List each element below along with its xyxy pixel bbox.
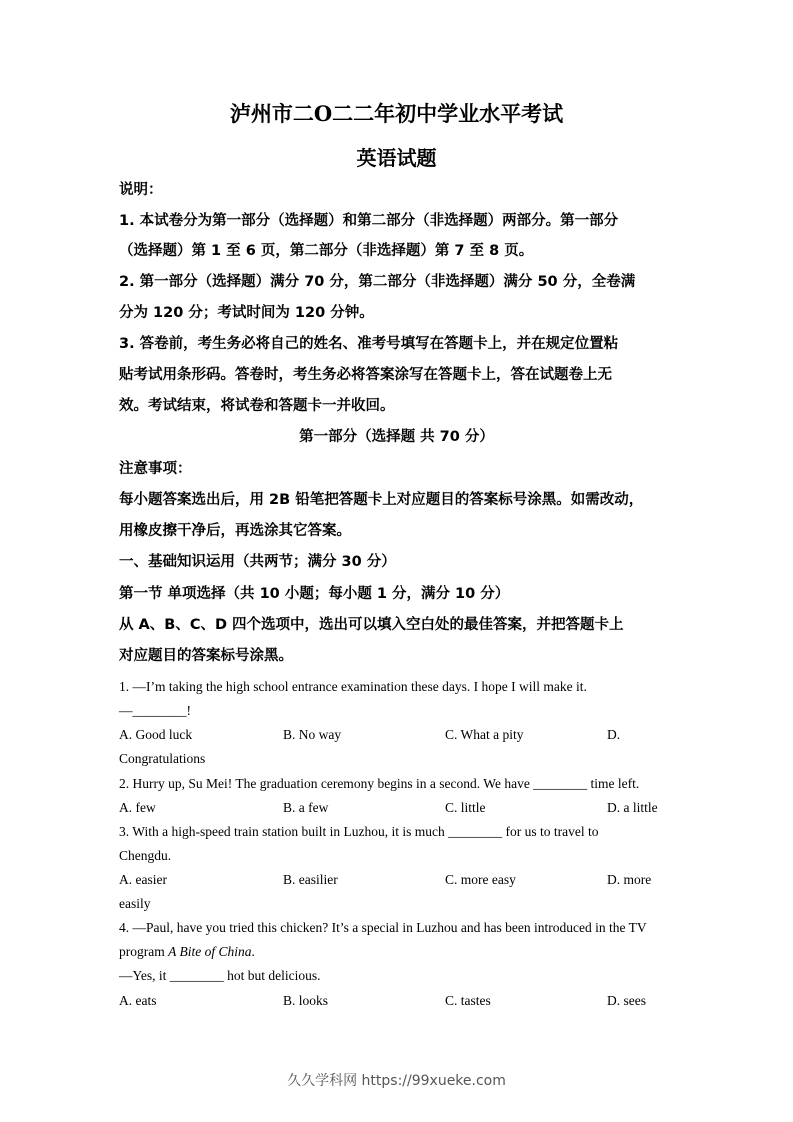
instruction-line-4: 分为 120 分；考试时间为 120 分钟。	[119, 305, 374, 321]
question-3-option-d-text: easily	[119, 896, 151, 911]
notice-label: 注意事项：	[119, 461, 192, 477]
question-4-reply: —Yes, it ________ hot but delicious.	[119, 968, 321, 983]
question-1-text: 1. —I’m taking the high school entrance examination these days. I hope I will make it.	[119, 679, 587, 694]
question-2-text: 2. Hurry up, Su Mei! The graduation ceremony begins in a second. We have ________ time left.	[119, 776, 640, 791]
instruction-line-5: 3. 答卷前，考生务必将自己的姓名、准考号填写在答题卡上，并在规定位置粘	[119, 336, 619, 352]
direction-line-2: 对应题目的答案标号涂黑。	[119, 648, 293, 664]
instruction-line-1: 1. 本试卷分为第一部分（选择题）和第二部分（非选择题）两部分。第一部分	[119, 213, 619, 229]
question-1-option-d: D.	[607, 727, 621, 742]
footer-watermark: 久久学科网 https://99xueke.com	[287, 1073, 506, 1089]
question-1-option-b: B. No way	[283, 727, 342, 742]
question-2-option-c: C. little	[445, 800, 486, 815]
question-4-text-cont	[119, 944, 255, 960]
section-1-heading: 一、基础知识运用（共两节；满分 30 分）	[119, 554, 396, 570]
question-4-program-title: A Bite of China	[168, 944, 252, 959]
instruction-line-2: （选择题）第 1 至 6 页，第二部分（非选择题）第 7 至 8 页。	[119, 243, 534, 259]
question-4-option-a: A. eats	[119, 993, 157, 1008]
subsection-1-heading: 第一节 单项选择（共 10 小题；每小题 1 分，满分 10 分）	[119, 586, 510, 602]
question-3-text: 3. With a high-speed train station built in Luzhou, it is much ________ for us to travel to	[119, 824, 599, 839]
instruction-line-7: 效。考试结束，将试卷和答题卡一并收回。	[119, 398, 395, 414]
question-2-option-b: B. a few	[283, 800, 329, 815]
question-4-program-prefix: program	[119, 944, 169, 959]
question-4-option-d: D. sees	[607, 993, 646, 1008]
question-2-option-a: A. few	[119, 800, 156, 815]
part1-heading: 第一部分（选择题 共 70 分）	[299, 429, 494, 445]
question-2-option-d: D. a little	[607, 800, 658, 815]
question-3-text-cont: Chengdu.	[119, 848, 172, 863]
direction-line-1: 从 A、B、C、D 四个选项中，选出可以填入空白处的最佳答案，并把答题卡上	[119, 617, 624, 633]
question-1-option-d-text: Congratulations	[119, 751, 206, 766]
page-title: 泸州市二O二二年初中学业水平考试	[229, 101, 564, 126]
question-3-option-c: C. more easy	[445, 872, 516, 887]
page-subtitle: 英语试题	[356, 146, 437, 170]
question-4-text: 4. —Paul, have you tried this chicken? It’s a special in Luzhou and has been introduced in the TV	[119, 920, 647, 935]
instruction-line-6: 贴考试用条形码。答卷时，考生务必将答案涂写在答题卡上，答在试题卷上无	[119, 367, 612, 383]
question-4-option-b: B. looks	[283, 993, 329, 1008]
notice-line-2: 用橡皮擦干净后，再选涂其它答案。	[119, 523, 351, 539]
question-1-blank: —________!	[119, 703, 191, 718]
question-3-option-a: A. easier	[119, 872, 167, 887]
question-4-option-c: C. tastes	[445, 993, 491, 1008]
question-1-option-a: A. Good luck	[119, 727, 193, 742]
question-3-option-b: B. easilier	[283, 872, 338, 887]
question-4-program-suffix: .	[251, 944, 255, 959]
instruction-line-3: 2. 第一部分（选择题）满分 70 分，第二部分（非选择题）满分 50 分，全卷满	[119, 274, 636, 290]
notice-line-1: 每小题答案选出后，用 2B 铅笔把答题卡上对应题目的答案标号涂黑。如需改动，	[119, 492, 644, 508]
question-3-option-d: D. more	[607, 872, 652, 887]
instructions-label: 说明：	[119, 182, 163, 198]
question-1-option-c: C. What a pity	[445, 727, 524, 742]
